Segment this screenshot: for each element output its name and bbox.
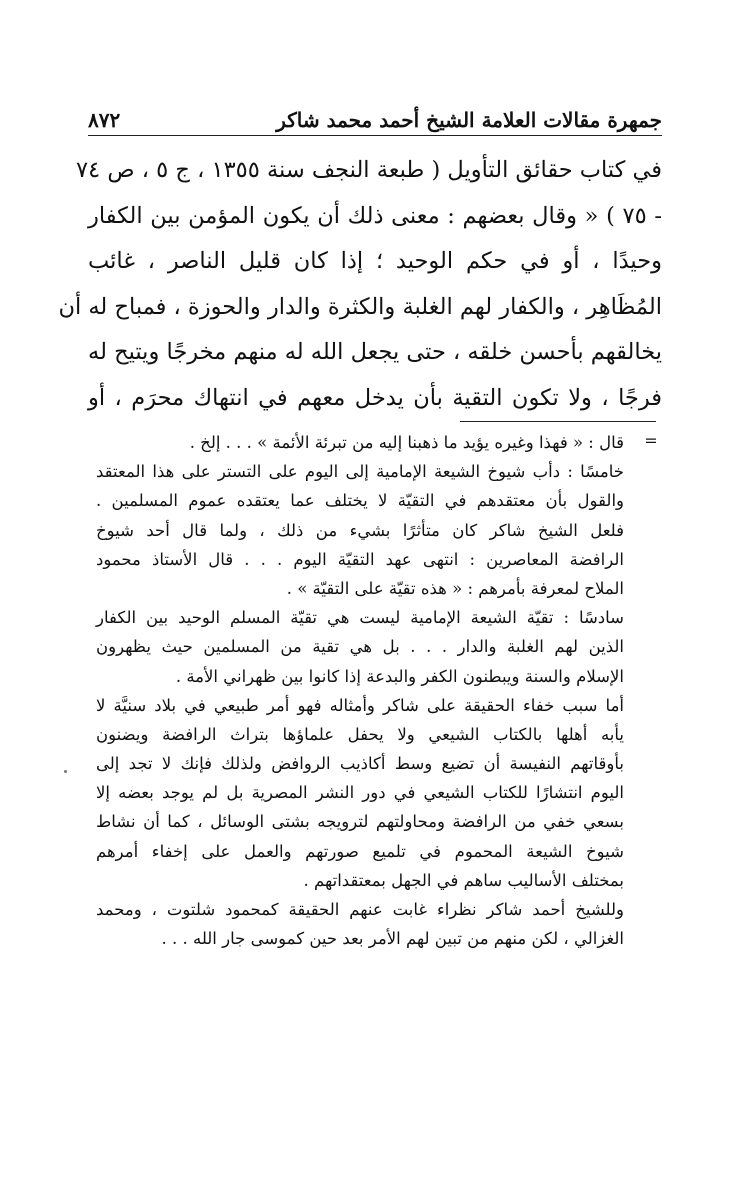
footnote-line: شيوخ الشيعة المحموم في تلميع صورتهم والعمل على إخفاء أمرهم — [96, 841, 624, 861]
margin-speck — [64, 770, 67, 773]
body-line: - ٧٥ ) « وقال بعضهم : معنى ذلك أن يكون المؤمن بين الكفار — [88, 202, 662, 229]
footnote-line: سادسًا : تقيّة الشيعة الإمامية ليست هي تقيّة المسلم الوحيد بين الكفار — [96, 608, 624, 628]
footnote-block — [96, 428, 624, 953]
running-title: جمهرة مقالات العلامة الشيخ أحمد محمد شاكر — [276, 108, 662, 132]
footnote-line: بأوقاتهم النفيسة أن تضيع وسط أكاذيب الروافض ولذلك فإنك لا تجد إلى — [96, 754, 624, 774]
footnote-line: بمختلف الأساليب ساهم في الجهل بمعتقداتهم . — [303, 870, 624, 890]
footnote-continuation-marker: = — [644, 431, 658, 450]
header-rule — [88, 135, 662, 136]
footnote-paragraph — [96, 603, 624, 691]
page-number: ٨٧٢ — [88, 108, 121, 132]
footnote-line: الرافضة المعاصرين : انتهى عهد التقيّة اليوم . . . قال الأستاذ محمود — [96, 549, 624, 569]
body-line: وحيدًا ، أو في حكم الوحيد ؛ إذا كان قليل الناصر ، غائب — [88, 248, 662, 274]
footnote-line: قال : « فهذا وغيره يؤيد ما ذهبنا إليه من تبرئة الأئمة » . . . إلخ . — [189, 433, 624, 452]
footnote-line: فلعل الشيخ شاكر كان متأثرًا بشيء من ذلك ، ولما قال أحد شيوخ — [96, 520, 624, 540]
body-line: في كتاب حقائق التأويل ( طبعة النجف سنة ١٣٥٥ ، ج ٥ ، ص ٧٤ — [76, 157, 662, 183]
footnote-paragraph — [96, 691, 624, 895]
footnote-line: بسعي خفي من الرافضة ومحاولتهم لترويجه بشتى الوسائل ، كما أن نشاط — [96, 812, 624, 832]
main-text — [58, 148, 662, 421]
footnote-line: الملاح لمعرفة بأمرهم : « هذه تقيّة على التقيّة » . — [286, 578, 624, 598]
body-line: فرجًا ، ولا تكون التقية بأن يدخل معهم في انتهاك محرَم ، أو — [88, 384, 662, 411]
footnote-line: أما سبب خفاء الحقيقة على شاكر وأمثاله فهو أمر طبيعي في بلاد سنيَّة لا — [96, 695, 624, 715]
footnote-paragraph — [96, 895, 624, 953]
footnote-line: الذين لهم الغلبة والدار . . . بل هي تقية من المسلمين حيث يظهرون — [96, 637, 624, 657]
footnote-line: اليوم انتشارًا للكتاب الشيعي في دور النشر المصرية بل لم يوجد بعضه إلا — [96, 783, 624, 803]
footnote-line: وللشيخ أحمد شاكر نظراء غابت عنهم الحقيقة كمحمود شلتوت ، ومحمد — [96, 900, 624, 919]
footnote-line: الغزالي ، لكن منهم من تبين لهم الأمر بعد حين كموسى جار الله . . . — [161, 929, 624, 949]
body-line: المُظَاهِر ، والكفار لهم الغلبة والكثرة والدار والحوزة ، فمباح له أن — [58, 293, 662, 320]
footnote-paragraph — [96, 428, 624, 457]
footnote-line: خامسًا : دأب شيوخ الشيعة الإمامية إلى اليوم على التستر على هذا المعتقد — [96, 462, 624, 482]
footnote-paragraph — [96, 457, 624, 603]
footnote-rule — [460, 421, 656, 422]
footnote-line: الإسلام والسنة ويبطنون الكفر والبدعة إذا كانوا بين ظهراني الأمة . — [175, 666, 624, 686]
footnote-line: يأبه أهلها بالكتاب الشيعي ولا يحفل علماؤها بتراث الرافضة ويضنون — [96, 724, 624, 744]
body-line: يخالقهم بأحسن خلقه ، حتى يجعل الله له منهم مخرجًا ويتيح له — [88, 339, 662, 365]
page-header — [88, 92, 662, 132]
footnote-line: والقول بأن معتقدهم في التقيّة لا يختلف عما يعتقده عموم المسلمين . — [96, 491, 624, 511]
